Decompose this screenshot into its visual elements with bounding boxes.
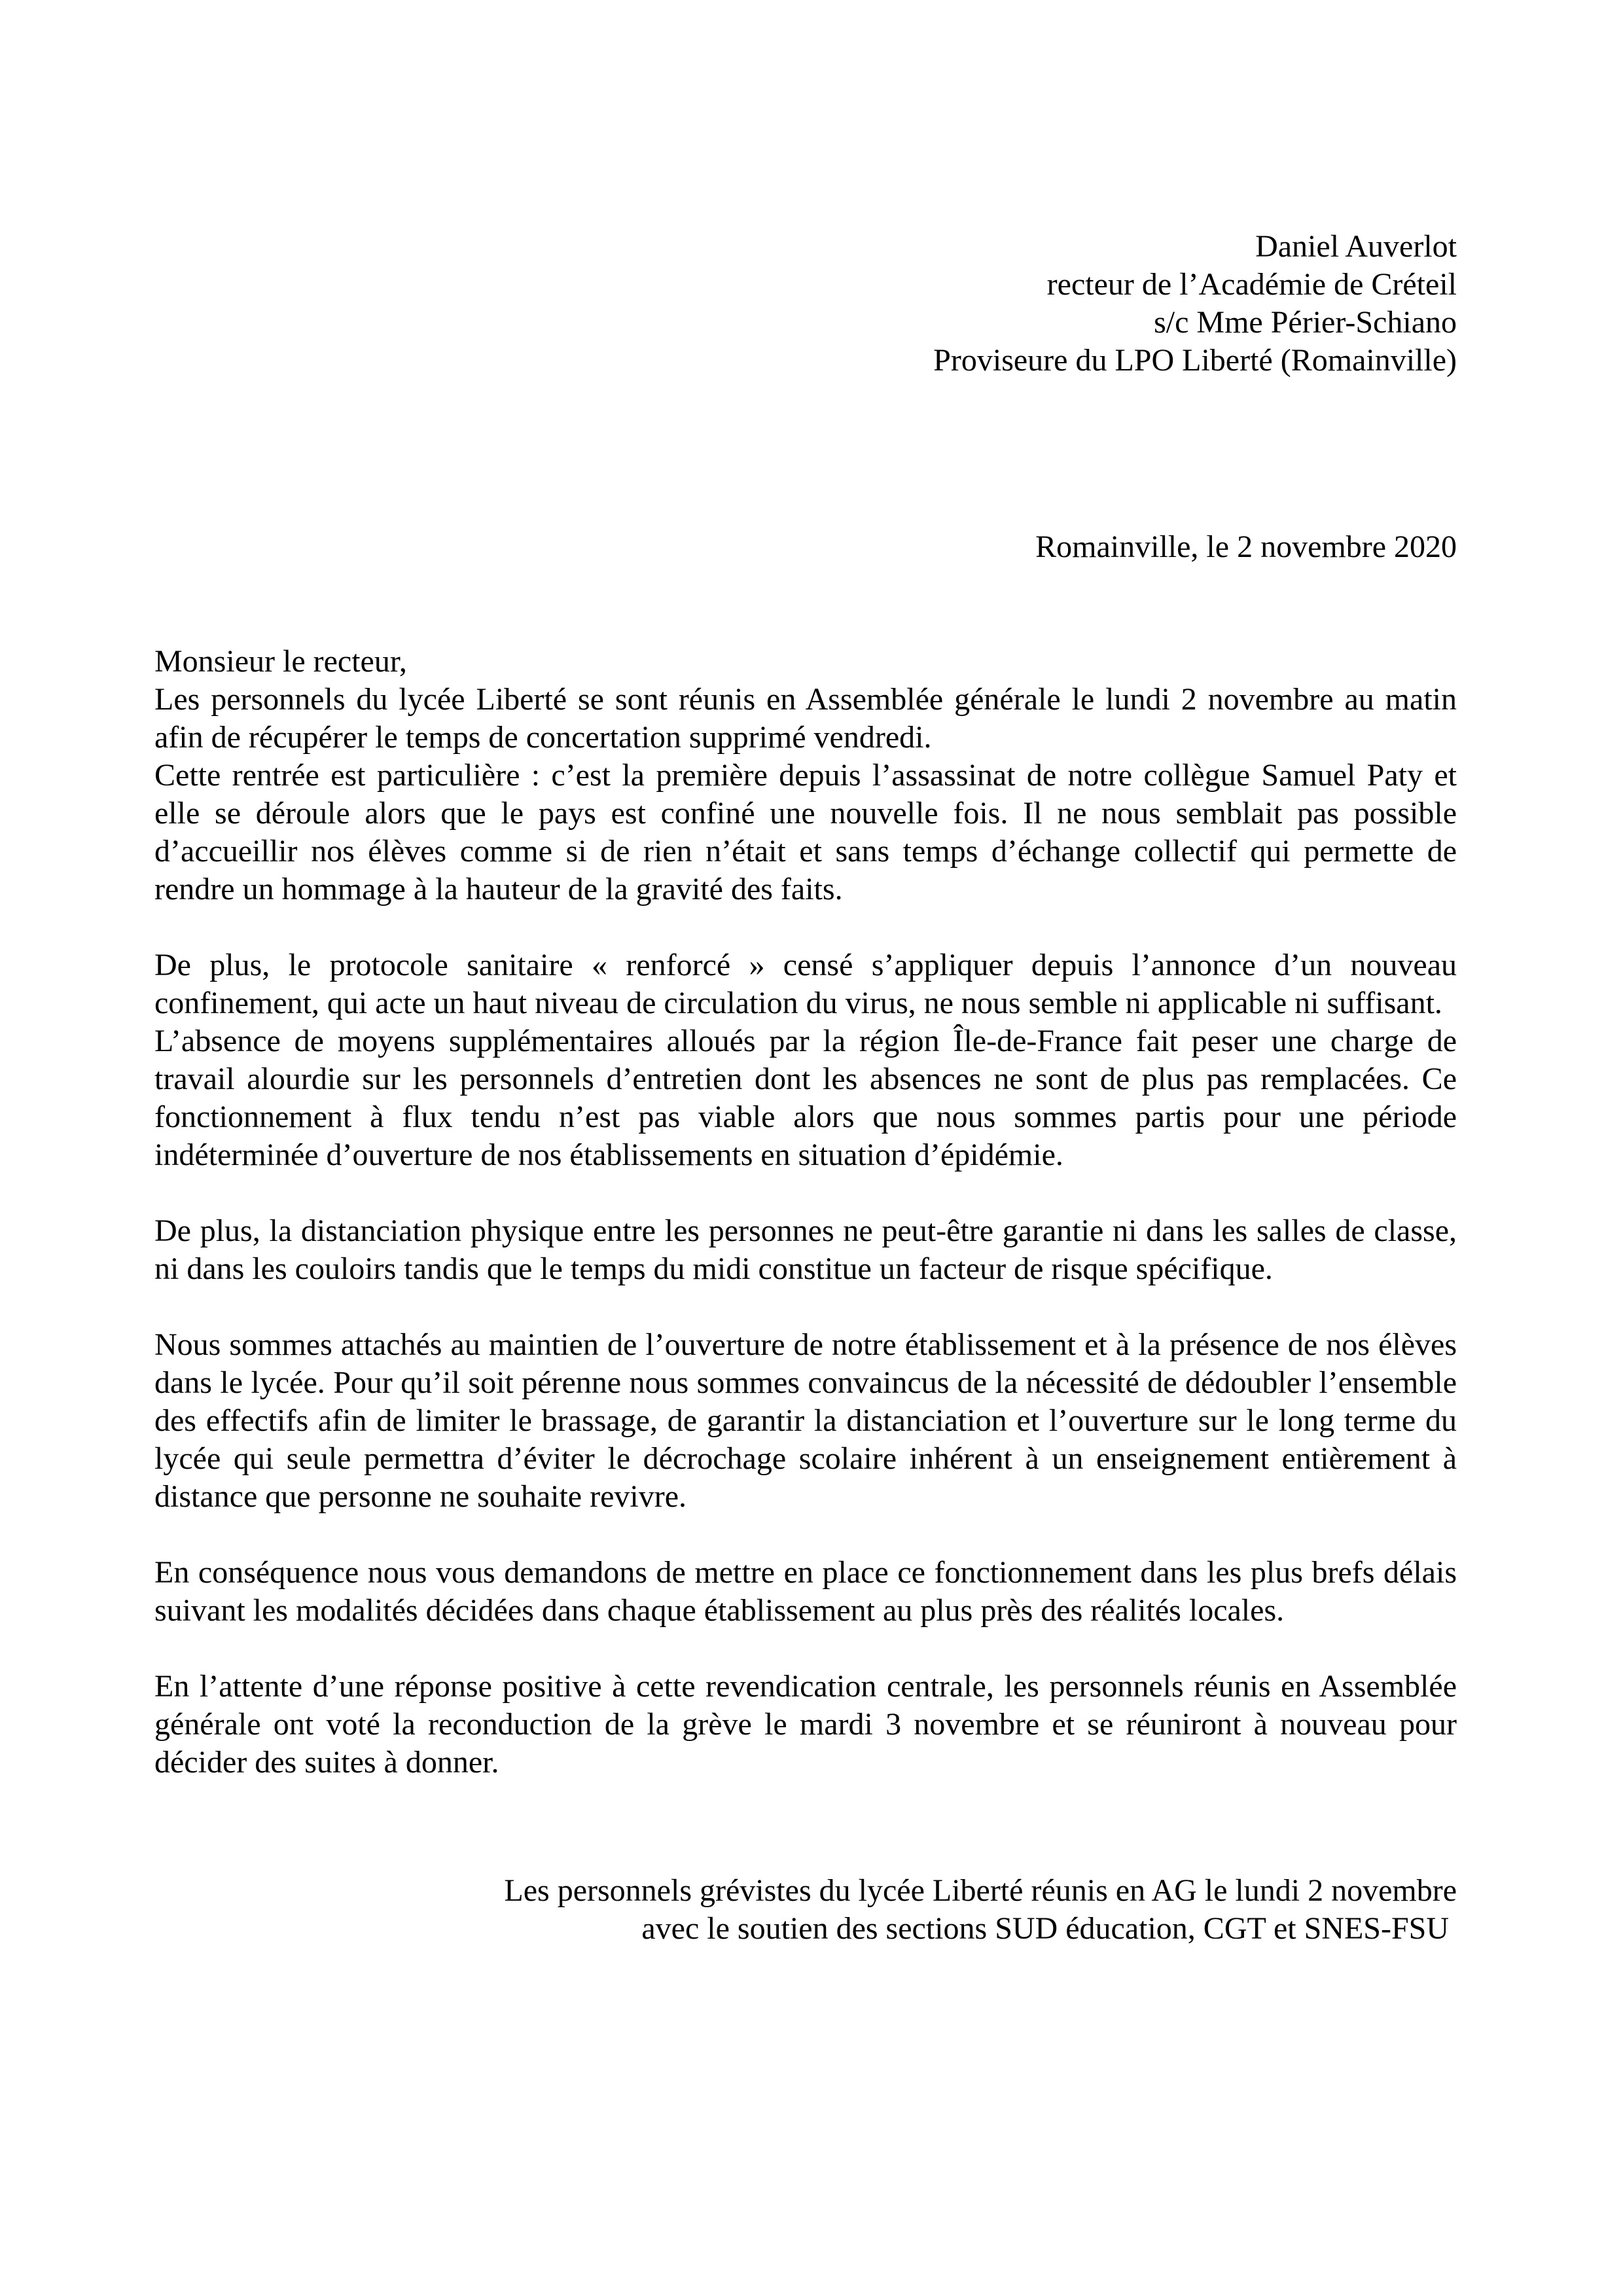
recipient-title: recteur de l’Académie de Créteil xyxy=(1046,267,1457,302)
letter-body xyxy=(154,643,1457,1782)
paragraph-distancing: De plus, la distanciation physique entre les personnes ne peut-être garantie ni dans les salles de classe, ni dans les couloirs tandis que le temps du midi constitue un facteur de risque spécifique. xyxy=(154,1213,1457,1286)
recipient-block xyxy=(933,228,1457,380)
date-line: Romainville, le 2 novembre 2020 xyxy=(1035,529,1457,564)
paragraph-protocol: De plus, le protocole sanitaire « renforcé » censé s’appliquer depuis l’annonce d’un nouveau confinement, qui acte un haut niveau de circulation du virus, ne nous semble ni applicable ni suffisant. xyxy=(154,948,1457,1020)
recipient-name: Daniel Auverlot xyxy=(1255,229,1457,264)
signature-line-1: Les personnels grévistes du lycée Liberté réunis en AG le lundi 2 novembre xyxy=(504,1873,1457,1908)
signature-block xyxy=(504,1872,1457,1948)
paragraph-strike: En l’attente d’une réponse positive à cette revendication centrale, les personnels réunis en Assemblée générale ont voté la reconduction de la grève le mardi 3 novembre et se réuniront à nouveau pour décider des suites à donner. xyxy=(154,1669,1457,1780)
salutation: Monsieur le recteur, xyxy=(154,644,407,679)
paragraph-resources: L’absence de moyens supplémentaires alloués par la région Île-de-France fait peser une charge de travail alourdie sur les personnels d’entretien dont les absences ne sont de plus pas remplacées. Ce fonctionnement à flux tendu n’est pas viable alors que nous sommes partis pour une période indéterminée d’ouverture de nos établissements en situation d’épidémie. xyxy=(154,1024,1457,1172)
paragraph-request: En conséquence nous vous demandons de mettre en place ce fonctionnement dans les plus brefs délais suivant les modalités décidées dans chaque établissement au plus près des réalités locales. xyxy=(154,1555,1457,1628)
paragraph-attachment: Nous sommes attachés au maintien de l’ouverture de notre établissement et à la présence de nos élèves dans le lycée. Pour qu’il soit pérenne nous sommes convaincus de la nécessité de dédoubler l’ensemble des effectifs afin de limiter le brassage, de garantir la distanciation et l’ouverture sur le long terme du lycée qui seule permettra d’éviter le décrochage scolaire inhérent à un enseignement entièrement à distance que personne ne souhaite revivre. xyxy=(154,1327,1457,1514)
signature-line-2: avec le soutien des sections SUD éducation, CGT et SNES-FSU xyxy=(641,1911,1449,1946)
paragraph-assembly: Les personnels du lycée Liberté se sont réunis en Assemblée générale le lundi 2 novembre au matin afin de récupérer le temps de concertation supprimé vendredi. xyxy=(154,682,1457,755)
recipient-cc: s/c Mme Périer-Schiano xyxy=(1154,305,1457,340)
paragraph-context: Cette rentrée est particulière : c’est la première depuis l’assassinat de notre collègue Samuel Paty et elle se déroule alors que le pays est confiné une nouvelle fois. Il ne nous semblait pas possible d’accueillir nos élèves comme si de rien n’était et sans temps d’échange collectif qui permette de rendre un hommage à la hauteur de la gravité des faits. xyxy=(154,758,1457,906)
recipient-role: Proviseure du LPO Liberté (Romainville) xyxy=(933,343,1457,378)
